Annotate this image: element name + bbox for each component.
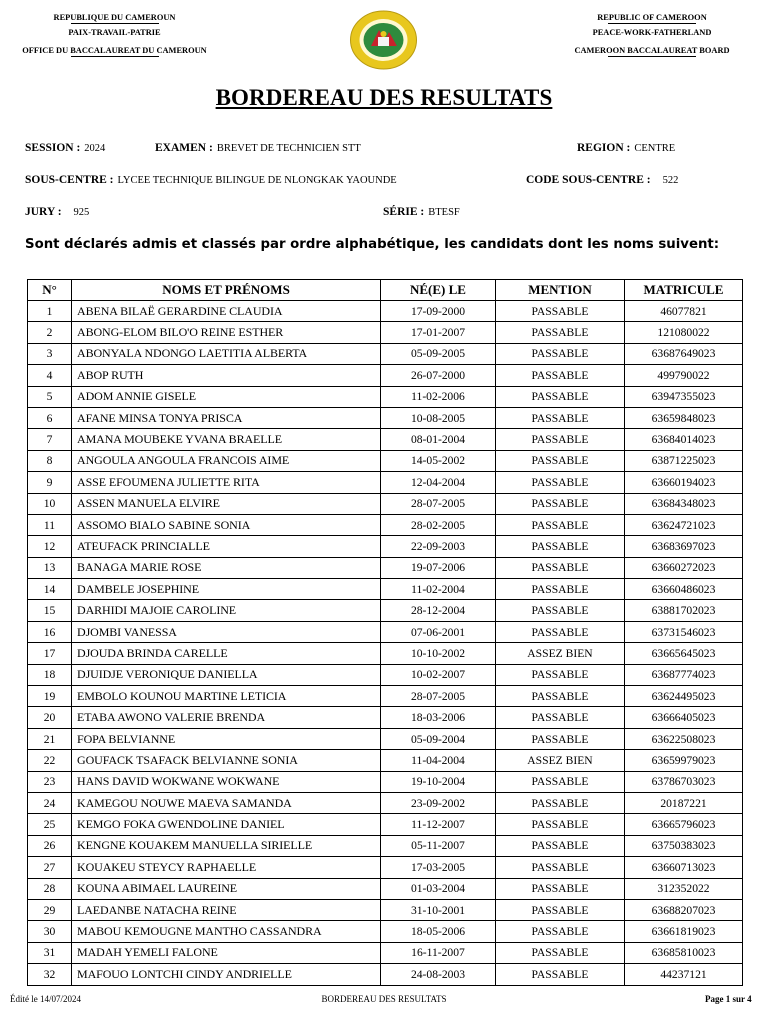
- session-label: SESSION :: [25, 142, 81, 154]
- cell-birthdate: 11-12-2007: [381, 814, 496, 835]
- table-row: [28, 921, 743, 942]
- table-row: [28, 964, 743, 985]
- cell-name: AMANA MOUBEKE YVANA BRAELLE: [72, 429, 381, 450]
- cell-number: 32: [28, 964, 72, 985]
- cell-birthdate: 05-09-2005: [381, 343, 496, 364]
- table-row: [28, 343, 743, 364]
- cell-number: 2: [28, 322, 72, 343]
- cell-name: DARHIDI MAJOIE CAROLINE: [72, 600, 381, 621]
- cell-matricule: 63871225023: [625, 450, 743, 471]
- cell-matricule: 63624495023: [625, 686, 743, 707]
- table-row: [28, 899, 743, 920]
- cell-matricule: 63665796023: [625, 814, 743, 835]
- header-right-line-1: REPUBLIC OF CAMEROON: [597, 13, 707, 22]
- footer-edited-date: 14/07/2024: [40, 994, 82, 1004]
- cell-matricule: 63660713023: [625, 857, 743, 878]
- cell-name: KEMGO FOKA GWENDOLINE DANIEL: [72, 814, 381, 835]
- cell-birthdate: 18-05-2006: [381, 921, 496, 942]
- cell-mention: PASSABLE: [496, 899, 625, 920]
- cell-number: 4: [28, 365, 72, 386]
- cell-name: KENGNE KOUAKEM MANUELLA SIRIELLE: [72, 835, 381, 856]
- cell-matricule: 63786703023: [625, 771, 743, 792]
- table-row: [28, 514, 743, 535]
- cell-mention: PASSABLE: [496, 301, 625, 322]
- table-row: [28, 407, 743, 428]
- cell-name: AFANE MINSA TONYA PRISCA: [72, 407, 381, 428]
- cell-matricule: 63731546023: [625, 621, 743, 642]
- cell-number: 19: [28, 686, 72, 707]
- cell-name: DJUIDJE VERONIQUE DANIELLA: [72, 664, 381, 685]
- table-row: [28, 942, 743, 963]
- cell-number: 16: [28, 621, 72, 642]
- cell-name: ATEUFACK PRINCIALLE: [72, 536, 381, 557]
- cell-birthdate: 01-03-2004: [381, 878, 496, 899]
- cell-name: LAEDANBE NATACHA REINE: [72, 899, 381, 920]
- cell-mention: PASSABLE: [496, 686, 625, 707]
- cell-matricule: 63659979023: [625, 750, 743, 771]
- results-table-body: [28, 301, 743, 986]
- table-row: [28, 878, 743, 899]
- cell-matricule: 44237121: [625, 964, 743, 985]
- cell-name: ANGOULA ANGOULA FRANCOIS AIME: [72, 450, 381, 471]
- cell-number: 1: [28, 301, 72, 322]
- cell-number: 21: [28, 728, 72, 749]
- header-left-line-1: REPUBLIQUE DU CAMEROUN: [53, 13, 176, 22]
- cell-number: 9: [28, 472, 72, 493]
- cell-matricule: 63687774023: [625, 664, 743, 685]
- cell-name: FOPA BELVIANNE: [72, 728, 381, 749]
- column-header-mention: MENTION: [496, 280, 625, 301]
- cell-birthdate: 17-09-2000: [381, 301, 496, 322]
- cell-mention: PASSABLE: [496, 386, 625, 407]
- cell-number: 3: [28, 343, 72, 364]
- cell-number: 31: [28, 942, 72, 963]
- cell-name: GOUFACK TSAFACK BELVIANNE SONIA: [72, 750, 381, 771]
- cell-birthdate: 24-08-2003: [381, 964, 496, 985]
- cell-number: 23: [28, 771, 72, 792]
- cell-mention: PASSABLE: [496, 835, 625, 856]
- cell-birthdate: 11-04-2004: [381, 750, 496, 771]
- cell-birthdate: 28-07-2005: [381, 686, 496, 707]
- cell-birthdate: 26-07-2000: [381, 365, 496, 386]
- table-row: [28, 579, 743, 600]
- cell-number: 27: [28, 857, 72, 878]
- cell-birthdate: 07-06-2001: [381, 621, 496, 642]
- cell-name: ASSOMO BIALO SABINE SONIA: [72, 514, 381, 535]
- cell-birthdate: 19-10-2004: [381, 771, 496, 792]
- cell-birthdate: 11-02-2004: [381, 579, 496, 600]
- cell-name: ASSE EFOUMENA JULIETTE RITA: [72, 472, 381, 493]
- cell-name: MABOU KEMOUGNE MANTHO CASSANDRA: [72, 921, 381, 942]
- cell-mention: PASSABLE: [496, 450, 625, 471]
- cell-birthdate: 17-01-2007: [381, 322, 496, 343]
- cell-mention: PASSABLE: [496, 814, 625, 835]
- cell-mention: PASSABLE: [496, 600, 625, 621]
- table-row: [28, 600, 743, 621]
- cell-birthdate: 10-08-2005: [381, 407, 496, 428]
- cell-birthdate: 08-01-2004: [381, 429, 496, 450]
- cell-mention: PASSABLE: [496, 921, 625, 942]
- code-souscentre-value: 522: [662, 175, 679, 186]
- table-row: [28, 450, 743, 471]
- table-row: [28, 493, 743, 514]
- session-field: [25, 142, 105, 154]
- cell-matricule: 63750383023: [625, 835, 743, 856]
- cell-birthdate: 17-03-2005: [381, 857, 496, 878]
- table-row: [28, 429, 743, 450]
- cell-name: BANAGA MARIE ROSE: [72, 557, 381, 578]
- cell-mention: PASSABLE: [496, 557, 625, 578]
- cell-name: ADOM ANNIE GISELE: [72, 386, 381, 407]
- cell-matricule: 63666405023: [625, 707, 743, 728]
- table-row: [28, 386, 743, 407]
- cell-name: DJOUDA BRINDA CARELLE: [72, 643, 381, 664]
- cell-name: KOUAKEU STEYCY RAPHAELLE: [72, 857, 381, 878]
- header-left: [12, 9, 217, 57]
- cell-matricule: 63660194023: [625, 472, 743, 493]
- column-header-names: NOMS ET PRÉNOMS: [72, 280, 381, 301]
- column-header-matricule: MATRICULE: [625, 280, 743, 301]
- cell-birthdate: 28-12-2004: [381, 600, 496, 621]
- examen-label: EXAMEN :: [155, 142, 213, 154]
- jury-label: JURY :: [25, 206, 62, 218]
- cell-matricule: 499790022: [625, 365, 743, 386]
- cell-name: MADAH YEMELI FALONE: [72, 942, 381, 963]
- cell-number: 18: [28, 664, 72, 685]
- examen-value: BREVET DE TECHNICIEN STT: [216, 143, 361, 154]
- cell-mention: PASSABLE: [496, 792, 625, 813]
- cell-number: 14: [28, 579, 72, 600]
- cell-name: ABONYALA NDONGO LAETITIA ALBERTA: [72, 343, 381, 364]
- cell-birthdate: 28-07-2005: [381, 493, 496, 514]
- cell-matricule: 63661819023: [625, 921, 743, 942]
- header-left-line-3: OFFICE DU BACCALAUREAT DU CAMEROUN: [22, 46, 207, 56]
- cell-matricule: 63881702023: [625, 600, 743, 621]
- cell-birthdate: 23-09-2002: [381, 792, 496, 813]
- cell-number: 22: [28, 750, 72, 771]
- baccalaureat-board-logo: [349, 10, 418, 70]
- cell-birthdate: 14-05-2002: [381, 450, 496, 471]
- cell-number: 17: [28, 643, 72, 664]
- cell-mention: PASSABLE: [496, 942, 625, 963]
- cell-mention: ASSEZ BIEN: [496, 643, 625, 664]
- code-souscentre-field: [526, 174, 678, 186]
- cell-matricule: 63683697023: [625, 536, 743, 557]
- cell-birthdate: 10-10-2002: [381, 643, 496, 664]
- table-row: [28, 301, 743, 322]
- header-right-line-3: CAMEROON BACCALAUREAT BOARD: [574, 46, 730, 56]
- cell-number: 6: [28, 407, 72, 428]
- cell-matricule: 63687649023: [625, 343, 743, 364]
- cell-birthdate: 12-04-2004: [381, 472, 496, 493]
- cell-name: MAFOUO LONTCHI CINDY ANDRIELLE: [72, 964, 381, 985]
- cell-matricule: 63684014023: [625, 429, 743, 450]
- cell-name: DAMBELE JOSEPHINE: [72, 579, 381, 600]
- cell-name: ABENA BILAË GERARDINE CLAUDIA: [72, 301, 381, 322]
- region-field: [577, 142, 675, 154]
- cell-matricule: 63624721023: [625, 514, 743, 535]
- cell-number: 13: [28, 557, 72, 578]
- table-row: [28, 814, 743, 835]
- table-row: [28, 664, 743, 685]
- cell-number: 10: [28, 493, 72, 514]
- cell-birthdate: 18-03-2006: [381, 707, 496, 728]
- serie-label: SÉRIE :: [383, 206, 425, 218]
- examen-field: [155, 142, 361, 154]
- cell-matricule: 63660272023: [625, 557, 743, 578]
- table-row: [28, 686, 743, 707]
- table-row: [28, 621, 743, 642]
- footer-page-number: Page 1 sur 4: [705, 994, 752, 1004]
- table-row: [28, 322, 743, 343]
- cell-number: 15: [28, 600, 72, 621]
- souscentre-value: LYCEE TECHNIQUE BILINGUE DE NLONGKAK YAOUNDE: [117, 175, 397, 186]
- cell-name: ABOP RUTH: [72, 365, 381, 386]
- cell-number: 30: [28, 921, 72, 942]
- table-row: [28, 771, 743, 792]
- serie-value: BTESF: [428, 207, 460, 218]
- souscentre-label: SOUS-CENTRE :: [25, 174, 114, 186]
- cell-mention: PASSABLE: [496, 664, 625, 685]
- serie-field: [383, 206, 460, 218]
- cell-name: KOUNA ABIMAEL LAUREINE: [72, 878, 381, 899]
- cell-number: 12: [28, 536, 72, 557]
- code-souscentre-label: CODE SOUS-CENTRE :: [526, 174, 651, 186]
- cell-name: DJOMBI VANESSA: [72, 621, 381, 642]
- cell-birthdate: 16-11-2007: [381, 942, 496, 963]
- cell-name: ETABA AWONO VALERIE BRENDA: [72, 707, 381, 728]
- region-label: REGION :: [577, 142, 631, 154]
- table-row: [28, 728, 743, 749]
- cell-matricule: 312352022: [625, 878, 743, 899]
- cell-matricule: 46077821: [625, 301, 743, 322]
- cell-mention: PASSABLE: [496, 964, 625, 985]
- cell-matricule: 63947355023: [625, 386, 743, 407]
- table-row: [28, 750, 743, 771]
- cell-birthdate: 28-02-2005: [381, 514, 496, 535]
- session-value: 2024: [84, 143, 106, 154]
- table-header-row: [28, 280, 743, 301]
- cell-birthdate: 05-09-2004: [381, 728, 496, 749]
- results-table: [27, 279, 743, 986]
- cell-mention: PASSABLE: [496, 728, 625, 749]
- jury-value: 925: [73, 207, 90, 218]
- cell-mention: PASSABLE: [496, 407, 625, 428]
- header-right: [556, 9, 748, 57]
- cell-name: HANS DAVID WOKWANE WOKWANE: [72, 771, 381, 792]
- cell-number: 26: [28, 835, 72, 856]
- table-row: [28, 472, 743, 493]
- cell-mention: PASSABLE: [496, 579, 625, 600]
- cell-birthdate: 22-09-2003: [381, 536, 496, 557]
- cell-name: EMBOLO KOUNOU MARTINE LETICIA: [72, 686, 381, 707]
- cell-number: 20: [28, 707, 72, 728]
- table-row: [28, 835, 743, 856]
- jury-field: [25, 206, 89, 218]
- cell-mention: PASSABLE: [496, 707, 625, 728]
- cell-matricule: 63684348023: [625, 493, 743, 514]
- header-left-line-2: PAIX-TRAVAIL-PATRIE: [68, 28, 161, 38]
- cell-mention: PASSABLE: [496, 857, 625, 878]
- cell-mention: PASSABLE: [496, 514, 625, 535]
- cell-number: 25: [28, 814, 72, 835]
- cell-number: 28: [28, 878, 72, 899]
- cell-matricule: 20187221: [625, 792, 743, 813]
- cell-number: 24: [28, 792, 72, 813]
- header-right-line-2: PEACE-WORK-FATHERLAND: [592, 28, 712, 38]
- region-value: CENTRE: [634, 143, 676, 154]
- cell-name: KAMEGOU NOUWE MAEVA SAMANDA: [72, 792, 381, 813]
- table-row: [28, 857, 743, 878]
- cell-mention: PASSABLE: [496, 878, 625, 899]
- cell-matricule: 63622508023: [625, 728, 743, 749]
- cell-name: ABONG-ELOM BILO'O REINE ESTHER: [72, 322, 381, 343]
- column-header-number: N°: [28, 280, 72, 301]
- document-title: BORDEREAU DES RESULTATS: [215, 85, 553, 110]
- cell-birthdate: 19-07-2006: [381, 557, 496, 578]
- souscentre-field: [25, 174, 397, 186]
- cell-number: 11: [28, 514, 72, 535]
- cell-matricule: 63659848023: [625, 407, 743, 428]
- table-row: [28, 643, 743, 664]
- intro-sentence: Sont déclarés admis et classés par ordre alphabétique, les candidats dont les noms suivent:: [25, 237, 720, 252]
- cell-mention: PASSABLE: [496, 536, 625, 557]
- cell-birthdate: 11-02-2006: [381, 386, 496, 407]
- cell-birthdate: 31-10-2001: [381, 899, 496, 920]
- footer-edited-label: Édité le: [10, 994, 38, 1004]
- cell-mention: PASSABLE: [496, 771, 625, 792]
- cell-mention: PASSABLE: [496, 493, 625, 514]
- cell-mention: PASSABLE: [496, 322, 625, 343]
- table-row: [28, 792, 743, 813]
- cell-number: 8: [28, 450, 72, 471]
- cell-mention: PASSABLE: [496, 472, 625, 493]
- cell-mention: PASSABLE: [496, 621, 625, 642]
- cell-matricule: 63660486023: [625, 579, 743, 600]
- cell-mention: PASSABLE: [496, 365, 625, 386]
- cell-matricule: 63665645023: [625, 643, 743, 664]
- footer-center: BORDEREAU DES RESULTATS: [321, 994, 447, 1004]
- cell-matricule: 63685810023: [625, 942, 743, 963]
- column-header-birthdate: NÉ(E) LE: [381, 280, 496, 301]
- cell-mention: PASSABLE: [496, 343, 625, 364]
- cell-mention: ASSEZ BIEN: [496, 750, 625, 771]
- cell-birthdate: 10-02-2007: [381, 664, 496, 685]
- cell-matricule: 63688207023: [625, 899, 743, 920]
- table-row: [28, 365, 743, 386]
- cell-number: 29: [28, 899, 72, 920]
- cell-matricule: 121080022: [625, 322, 743, 343]
- cell-number: 7: [28, 429, 72, 450]
- cell-name: ASSEN MANUELA ELVIRE: [72, 493, 381, 514]
- table-row: [28, 557, 743, 578]
- cell-birthdate: 05-11-2007: [381, 835, 496, 856]
- cell-number: 5: [28, 386, 72, 407]
- table-row: [28, 536, 743, 557]
- table-row: [28, 707, 743, 728]
- cell-mention: PASSABLE: [496, 429, 625, 450]
